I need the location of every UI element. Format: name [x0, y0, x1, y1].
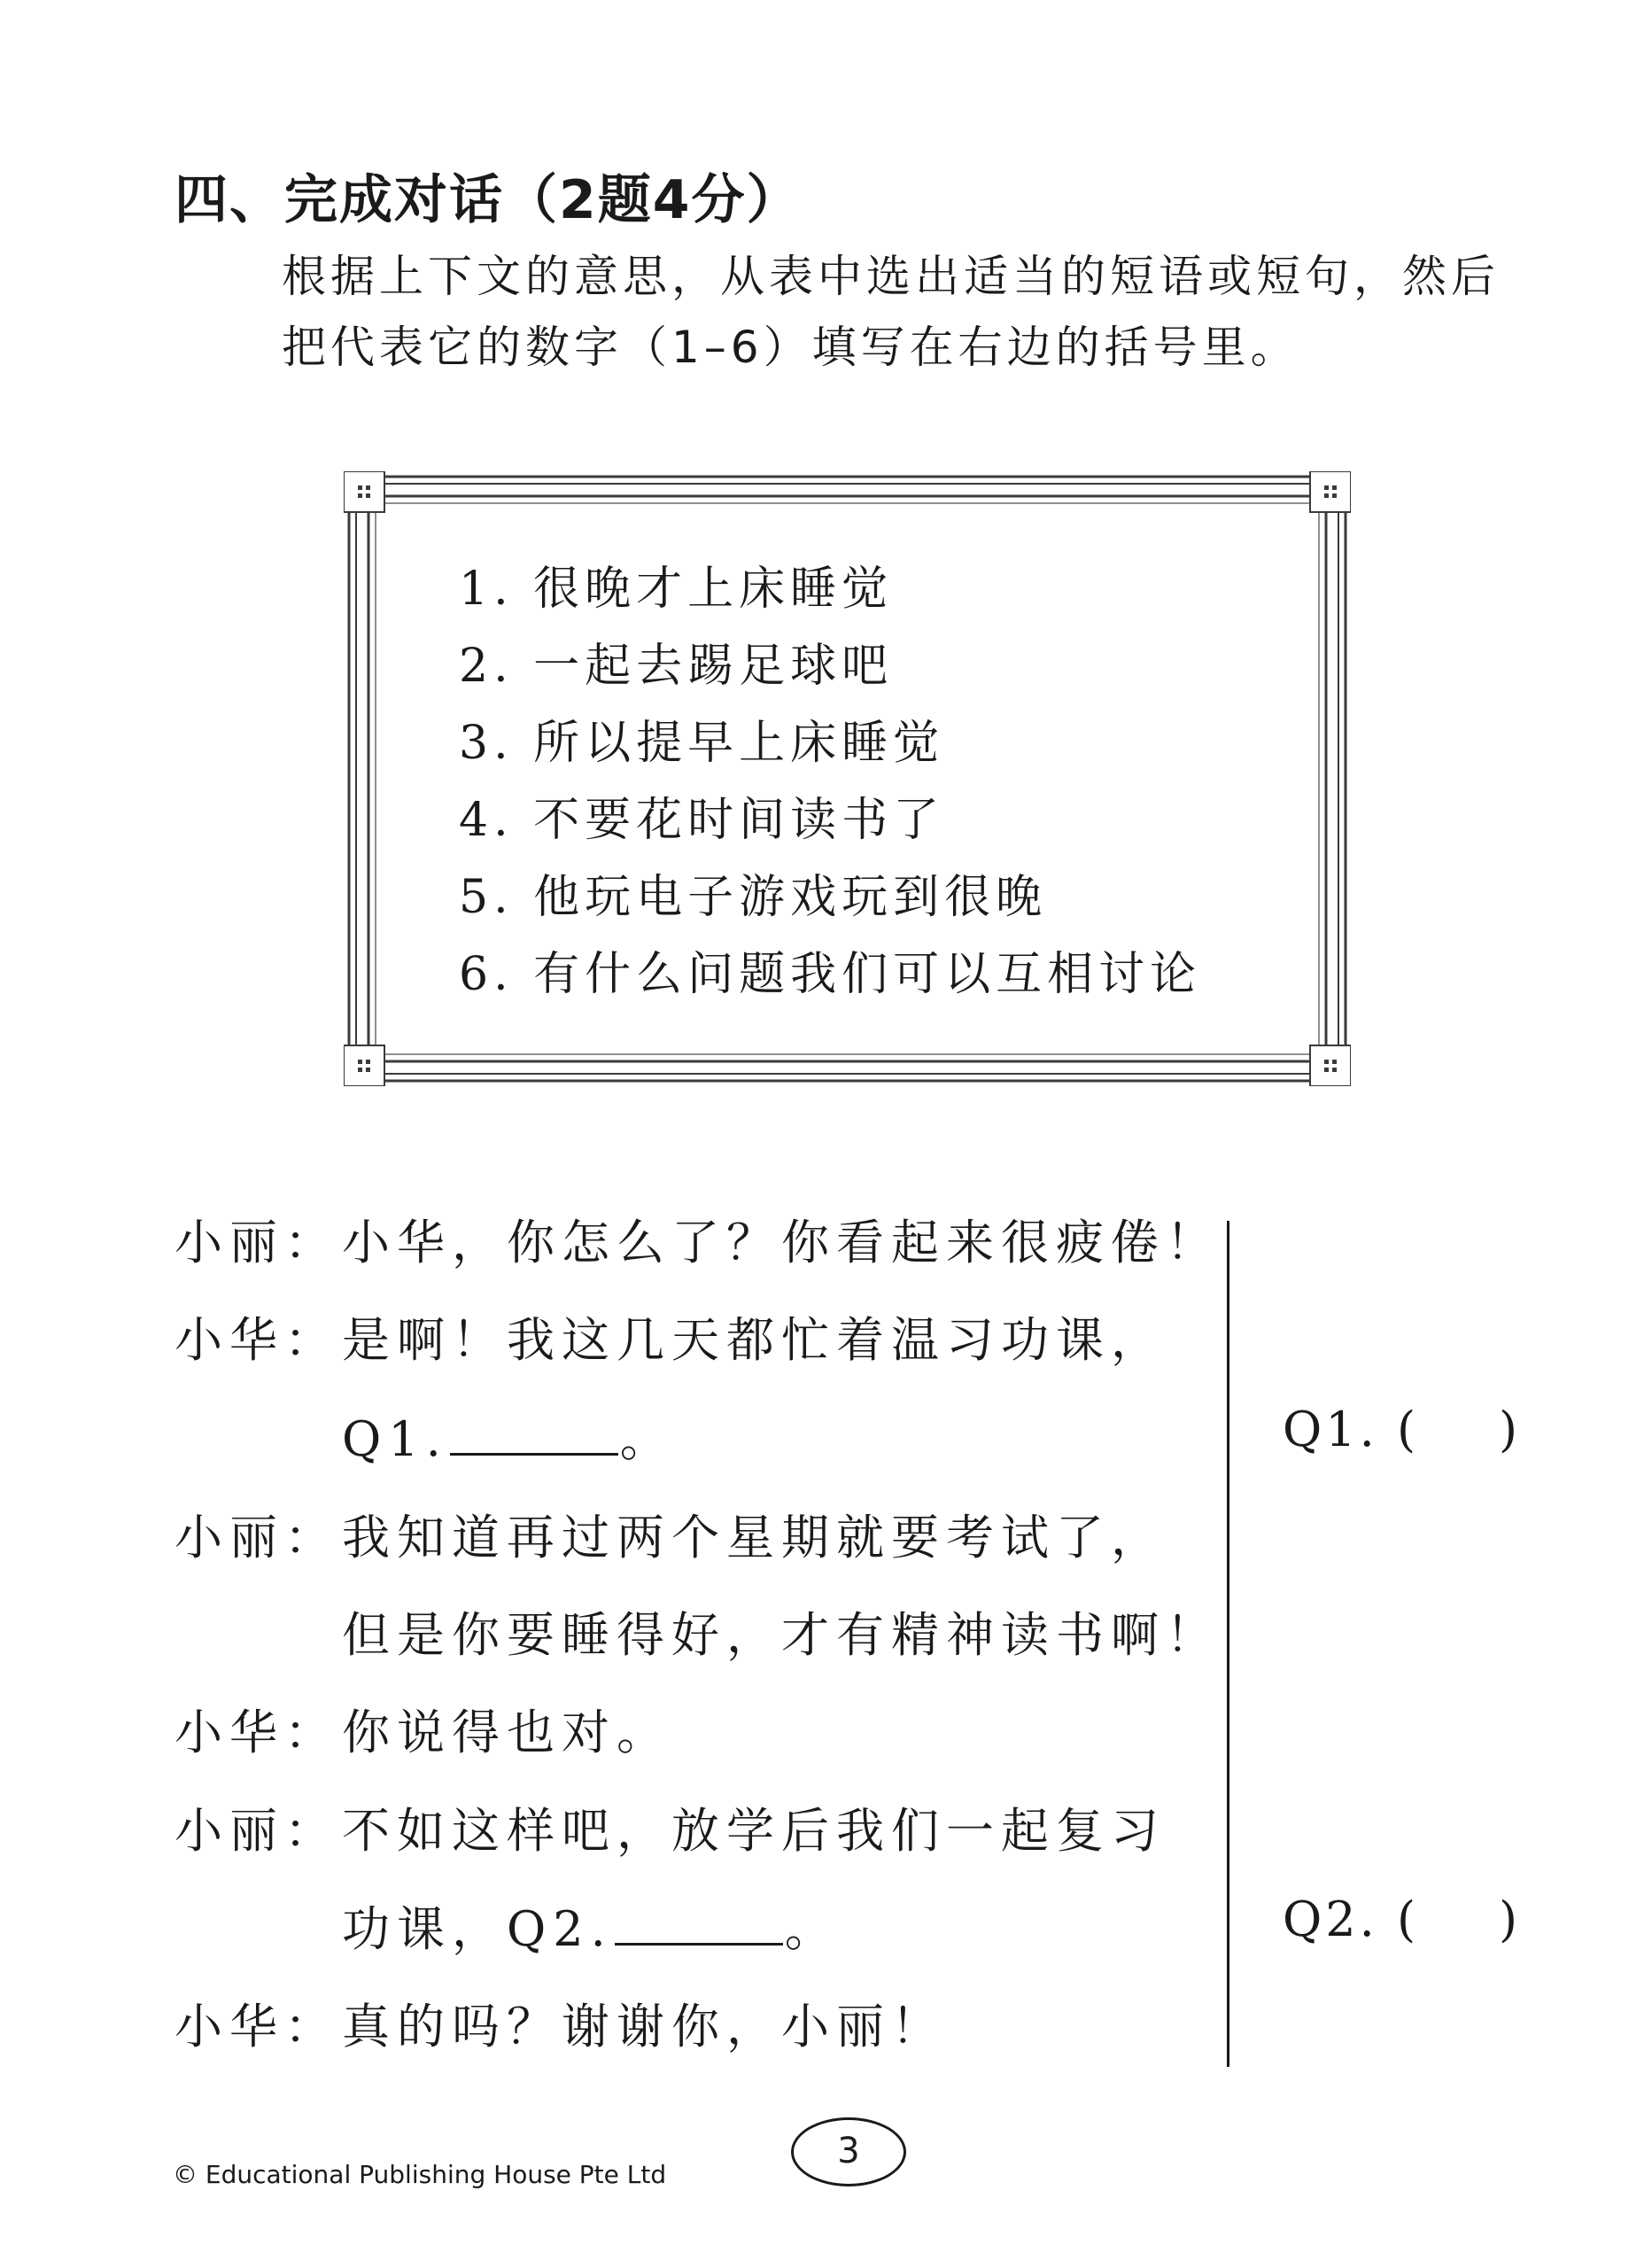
- q1-period: 。: [619, 1411, 675, 1467]
- option-6: 6. 有什么问题我们可以互相讨论: [459, 948, 1202, 1001]
- answer-q1-close: ): [1499, 1402, 1522, 1457]
- section-title: 四、完成对话（2题4分）: [175, 169, 802, 231]
- speaker-xiaohua: 小华：: [175, 1312, 339, 1368]
- dialogue-prefix: 功课，: [342, 1901, 507, 1957]
- page-number: 3: [791, 2117, 906, 2186]
- dialogue-line: 真的吗？谢谢你，小丽！: [342, 1999, 946, 2054]
- speaker-xiaohua: 小华：: [175, 1999, 339, 2054]
- dialogue-line: 不如这样吧，放学后我们一起复习: [342, 1803, 1166, 1859]
- option-1: 1. 很晚才上床睡觉: [459, 563, 894, 616]
- copyright-notice: © Educational Publishing House Pte Ltd: [173, 2160, 667, 2189]
- dialogue-line: 是啊！我这几天都忙着温习功课，: [342, 1312, 1166, 1368]
- dialogue-line-q1: [342, 1402, 675, 1470]
- speaker-xiaoli: 小丽：: [175, 1215, 339, 1270]
- answer-q1-label: Q1. (: [1283, 1402, 1420, 1457]
- answer-q2-close: ): [1499, 1891, 1522, 1947]
- speaker-xiaohua: 小华：: [175, 1705, 339, 1760]
- dialogue-line: 小华，你怎么了？你看起来很疲倦！: [342, 1215, 1221, 1270]
- answer-q2-label: Q2. (: [1283, 1891, 1420, 1947]
- answer-q2[interactable]: [1283, 1891, 1521, 1947]
- dialogue-line: 我知道再过两个星期就要考试了，: [342, 1510, 1166, 1565]
- instruction-line-1: 根据上下文的意思，从表中选出适当的短语或短句，然后: [282, 251, 1500, 302]
- dialogue-line: 但是你要睡得好，才有精神读书啊！: [342, 1607, 1221, 1663]
- option-4: 4. 不要花时间读书了: [459, 794, 945, 847]
- speaker-xiaoli: 小丽：: [175, 1803, 339, 1859]
- q2-blank: [615, 1936, 783, 1946]
- option-3: 3. 所以提早上床睡觉: [459, 717, 945, 770]
- option-2: 2. 一起去踢足球吧: [459, 640, 894, 693]
- answer-divider: [1227, 1221, 1229, 2067]
- options-box: [344, 471, 1351, 1086]
- dialogue-line: 你说得也对。: [342, 1705, 671, 1760]
- q2-period: 。: [784, 1901, 840, 1957]
- q2-label: Q2.: [507, 1901, 613, 1957]
- option-5: 5. 他玩电子游戏玩到很晚: [459, 871, 1048, 924]
- answer-q1[interactable]: [1283, 1402, 1521, 1457]
- dialogue-line-q2: [342, 1891, 840, 1960]
- q1-label: Q1.: [342, 1411, 448, 1467]
- speaker-xiaoli: 小丽：: [175, 1510, 339, 1565]
- instruction-line-2: 把代表它的数字（1–6）填写在右边的括号里。: [282, 322, 1299, 373]
- q1-blank: [450, 1446, 618, 1456]
